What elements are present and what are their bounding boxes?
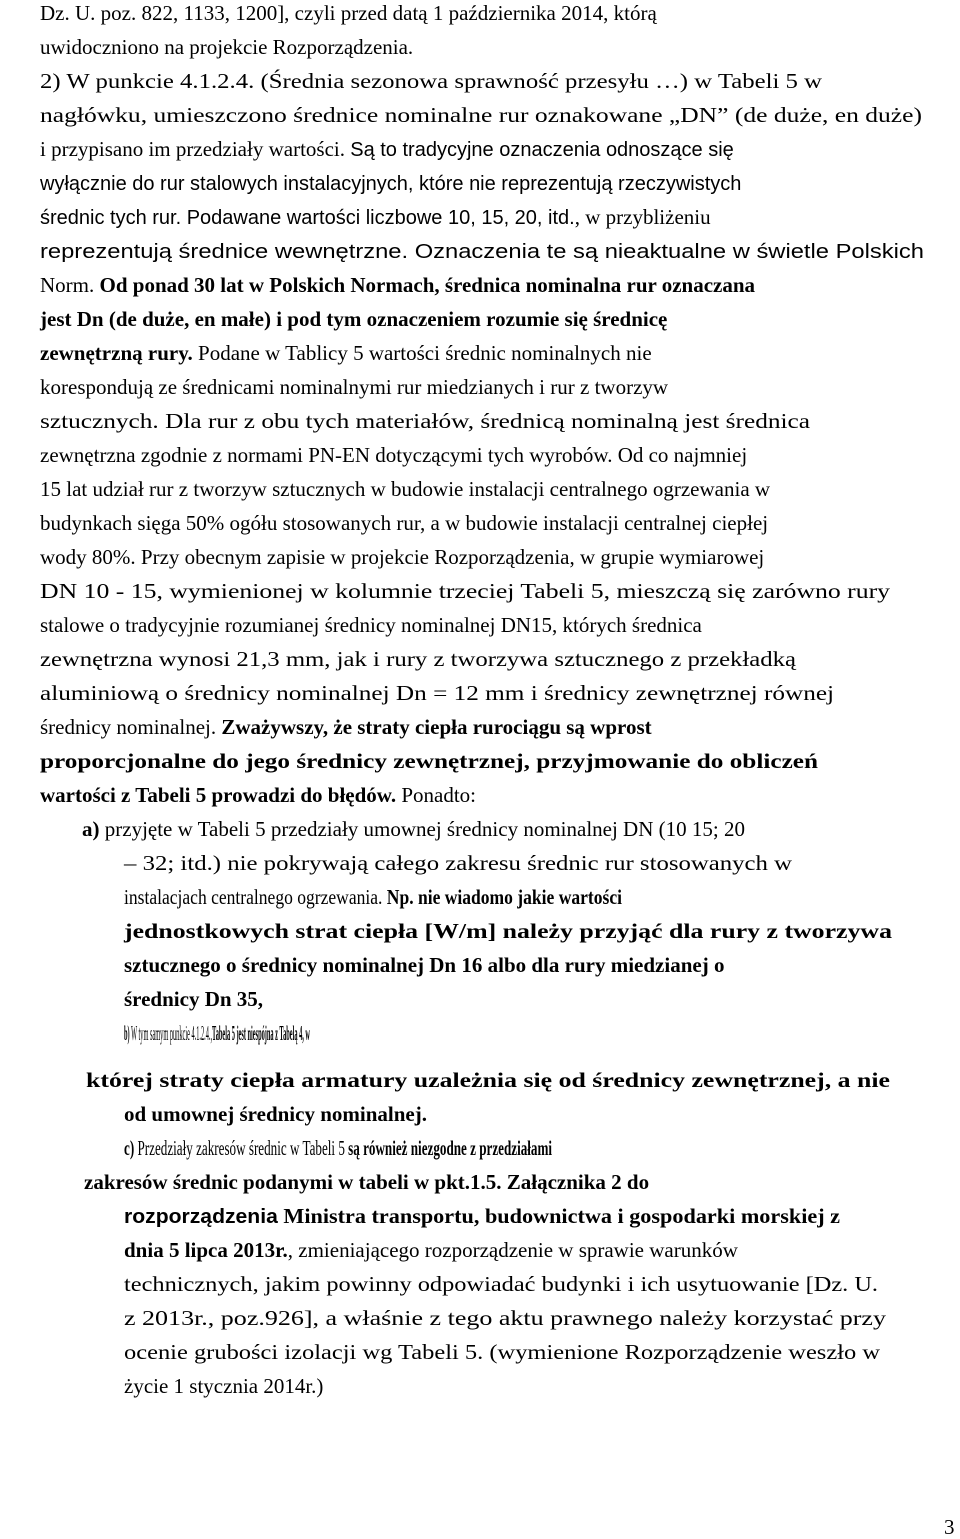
- text-line: [40, 476, 770, 502]
- text-run: technicznych, jakim powinny odpowiadać budynki i ich usytuowanie [Dz. U.: [124, 1272, 879, 1296]
- bold-text: a): [82, 817, 100, 841]
- bold-text: dnia 5 lipca 2013r.: [124, 1238, 288, 1262]
- text-line: [40, 170, 741, 197]
- text-line: [124, 986, 263, 1012]
- text-run: DN 10 - 15, wymienionej w kolumnie trzeciej Tabeli 5, mieszczą się zarówno rury: [40, 579, 891, 603]
- bold-text: zewnętrzną rury.: [40, 341, 193, 365]
- text-run: ocenie grubości izolacji wg Tabeli 5. (wymienione Rozporządzenie weszło w: [124, 1340, 880, 1364]
- bold-text: Ministra transportu, budownictwa i gospodarki morskiej z: [277, 1204, 841, 1228]
- text-run: życie 1 stycznia 2014r.): [124, 1374, 324, 1398]
- bold-text: Np. nie wiadomo jakie wartości: [386, 885, 622, 909]
- text-run: instalacjach centralnego ogrzewania.: [124, 885, 387, 909]
- text-line: [40, 748, 818, 774]
- bold-text: średnicy Dn 35,: [124, 987, 264, 1011]
- text-run: średnicy nominalnej.: [40, 715, 222, 739]
- text-line: [40, 306, 667, 332]
- text-run: , w przybliżeniu: [574, 205, 711, 229]
- bold-text: rozporządzenia: [124, 1206, 278, 1228]
- text-line: [40, 544, 764, 570]
- text-line: [40, 374, 668, 400]
- bold-text: jest Dn (de duże, en małe) i pod tym oznaczeniem rozumie się średnicę: [40, 307, 668, 331]
- bold-text: c): [124, 1136, 135, 1160]
- text-line: [124, 952, 724, 978]
- text-run: Przedziały zakresów średnic w Tabeli 5: [134, 1136, 349, 1160]
- text-run: sztucznych. Dla rur z obu tych materiałów, średnicą nominalną jest średnica: [40, 409, 811, 433]
- text-line: [124, 1101, 427, 1127]
- text-run: Norm.: [40, 273, 100, 297]
- text-run: Dz. U. poz. 822, 1133, 1200], czyli przed datą 1 października 2014, którą: [40, 1, 657, 25]
- text-run: średnic tych rur. Podawane wartości liczbowe 10, 15, 20, itd.: [40, 207, 575, 229]
- text-run: i przypisano im przedziały wartości.: [40, 137, 351, 161]
- text-line: [40, 272, 755, 298]
- text-line: [40, 0, 657, 26]
- text-line: [124, 1135, 552, 1161]
- text-line: [82, 816, 745, 842]
- text-line: [124, 1339, 880, 1365]
- bold-text: od umownej średnicy nominalnej.: [124, 1102, 427, 1126]
- bold-text: której straty ciepła armatury uzależnia się od średnicy zewnętrznej, a nie: [86, 1068, 890, 1092]
- text-line: [40, 612, 702, 638]
- bold-text: jednostkowych strat ciepła [W/m] należy przyjąć dla rury z tworzywa: [124, 919, 892, 943]
- text-run: budynkach sięga 50% ogółu stosowanych rur, a w budowie instalacji centralnej ciepłej: [40, 511, 769, 535]
- text-run: stalowe o tradycyjnie rozumianej średnicy nominalnej DN15, których średnica: [40, 613, 702, 637]
- text-line: [40, 578, 890, 604]
- text-line: [40, 714, 652, 740]
- bold-text: b): [124, 1021, 130, 1045]
- text-line: [40, 510, 768, 536]
- text-line: [124, 1373, 323, 1399]
- text-run: 15 lat udział rur z tworzyw sztucznych w budowie instalacji centralnego ogrzewania w: [40, 477, 771, 501]
- bold-text: proporcjonalne do jego średnicy zewnętrznej, przyjmowanie do obliczeń: [40, 749, 819, 773]
- text-line: [40, 646, 796, 672]
- text-line: [40, 34, 413, 60]
- text-line: [124, 1203, 840, 1230]
- text-run: uwidoczniono na projekcie Rozporządzenia.: [40, 35, 414, 59]
- page-number: 3: [944, 1515, 955, 1539]
- text-line: [84, 1169, 649, 1195]
- text-line: [40, 136, 734, 163]
- bold-text: są również niezgodne z przedziałami: [348, 1136, 553, 1160]
- text-line: [124, 1271, 878, 1297]
- text-run: przyjęte w Tabeli 5 przedziały umownej średnicy nominalnej DN (10 15; 20: [99, 817, 745, 841]
- text-line: [40, 204, 711, 231]
- text-run: W tym samym punkcie 4.1.2.4.,: [129, 1021, 213, 1045]
- text-line: [40, 408, 810, 434]
- text-run: Są to tradycyjne oznaczenia odnoszące się: [350, 139, 734, 161]
- text-run: , zmieniającego rozporządzenie w sprawie warunków: [287, 1238, 738, 1262]
- text-line: [124, 918, 892, 944]
- text-line: [124, 1237, 738, 1263]
- text-run: z 2013r., poz.926], a właśnie z tego aktu prawnego należy korzystać przy: [124, 1306, 886, 1330]
- text-line: [124, 1305, 886, 1331]
- text-line: [124, 884, 622, 910]
- text-line: [40, 782, 476, 808]
- text-line: [40, 68, 822, 94]
- text-line: [124, 1020, 310, 1046]
- bold-text: Od ponad 30 lat w Polskich Normach, średnica nominalna rur oznaczana: [99, 273, 756, 297]
- text-run: zewnętrzna zgodnie z normami PN-EN dotyczącymi tych wyrobów. Od co najmniej: [40, 443, 748, 467]
- bold-text: Zważywszy, że straty ciepła rurociągu są wprost: [221, 715, 652, 739]
- text-line: [86, 1067, 890, 1093]
- text-line: [40, 238, 924, 265]
- text-run: korespondują ze średnicami nominalnymi rur miedzianych i rur z tworzyw: [40, 375, 669, 399]
- text-run: Ponadto:: [396, 783, 476, 807]
- bold-text: sztucznego o średnicy nominalnej Dn 16 albo dla rury miedzianej o: [124, 953, 725, 977]
- bold-text: zakresów średnic podanymi w tabeli w pkt.1.5. Załącznika 2 do: [84, 1170, 650, 1194]
- bold-text: Tabela 5 jest niespójna z Tabelą 4, w: [212, 1021, 310, 1045]
- text-line: [40, 102, 922, 128]
- text-run: aluminiową o średnicy nominalnej Dn = 12 mm i średnicy zewnętrznej równej: [40, 681, 835, 705]
- text-line: [124, 850, 792, 876]
- text-run: wody 80%. Przy obecnym zapisie w projekcie Rozporządzenia, w grupie wymiarowej: [40, 545, 765, 569]
- text-run: Podane w Tablicy 5 wartości średnic nominalnych nie: [192, 341, 652, 365]
- text-run: zewnętrzna wynosi 21,3 mm, jak i rury z tworzywa sztucznego z przekładką: [40, 647, 796, 671]
- text-run: wyłącznie do rur stalowych instalacyjnych, które nie reprezentują rzeczywistych: [40, 173, 742, 195]
- text-line: [40, 680, 834, 706]
- text-line: [40, 442, 747, 468]
- text-run: 2) W punkcie 4.1.2.4. (Średnia sezonowa sprawność przesyłu …) w Tabeli 5 w: [40, 69, 823, 93]
- bold-text: wartości z Tabeli 5 prowadzi do błędów.: [40, 783, 397, 807]
- text-run: reprezentują średnice wewnętrzne. Oznaczenia te są nieaktualne w świetle Polskich: [40, 241, 924, 263]
- text-run: nagłówku, umieszczono średnice nominalne rur oznakowane „DN” (de duże, en duże): [40, 103, 922, 127]
- text-run: – 32; itd.) nie pokrywają całego zakresu średnic rur stosowanych w: [124, 851, 793, 875]
- text-line: [40, 340, 652, 366]
